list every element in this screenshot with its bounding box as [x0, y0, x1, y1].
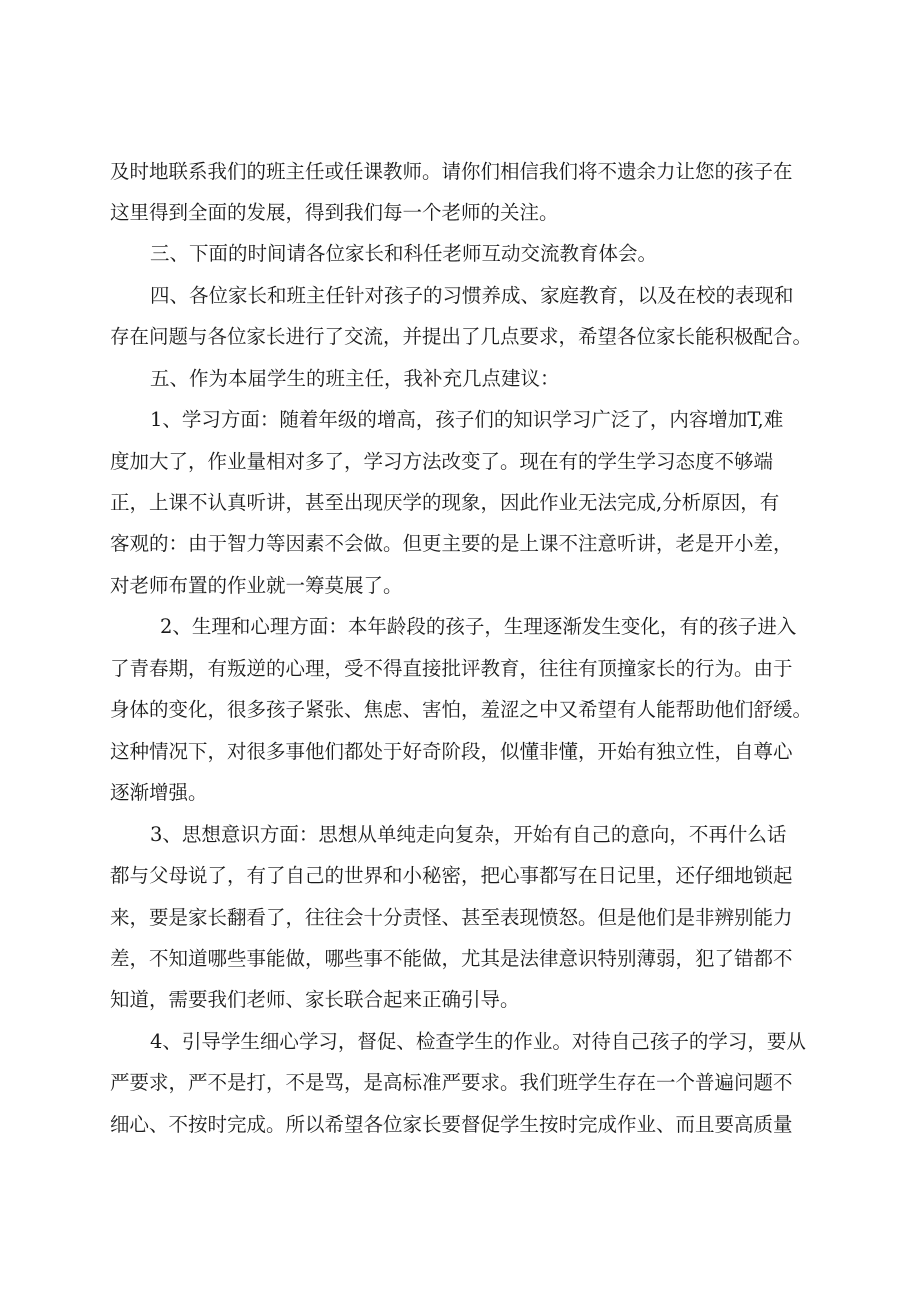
- text-line: 细心、不按时完成。所以希望各位家长要督促学生按时完成作业、而且要高质量: [110, 1113, 793, 1136]
- text-line: 正，上课不认真听讲，甚至出现厌学的现象，因此作业无法完成,分析原因，有: [110, 491, 780, 514]
- text-line: 知道，需要我们老师、家长联合起来正确引导。: [110, 988, 520, 1011]
- text-line: 逐渐增强。: [110, 781, 208, 804]
- text-line: 差，不知道哪些事能做，哪些事不能做，尤其是法律意识特别薄弱，犯了错都不: [110, 947, 793, 970]
- text-line: 严要求，严不是打，不是骂，是高标准严要求。我们班学生存在一个普遍问题不: [110, 1071, 793, 1094]
- text-line: 度加大了，作业量相对多了，学习方法改变了。现在有的学生学习态度不够端: [110, 450, 774, 473]
- text-line: 3、思想意识方面：思想从单纯走向复杂，开始有自己的意向，不再什么话: [150, 823, 787, 846]
- text-line: 三、下面的时间请各位家长和科任老师互动交流教育体会。: [150, 242, 658, 265]
- text-line: 2、生理和心理方面：本年龄段的孩子，生理逐渐发生变化，有的孩子进入: [160, 615, 797, 638]
- text-line: 存在问题与各位家长进行了交流，并提出了几点要求，希望各位家长能积极配合。: [110, 325, 813, 348]
- text-line: 四、各位家长和班主任针对孩子的习惯养成、家庭教育，以及在校的表现和: [150, 284, 794, 307]
- text-line: 五、作为本届学生的班主任，我补充几点建议：: [150, 367, 560, 390]
- text-line: 了青春期，有叛逆的心理，受不得直接批评教育，往往有顶撞家长的行为。由于: [110, 657, 793, 680]
- text-line: 都与父母说了，有了自己的世界和小秘密，把心事都写在日记里，还仔细地锁起: [110, 864, 793, 887]
- text-line: 来，要是家长翻看了，往往会十分责怪、甚至表现愤怒。但是他们是非辨别能力: [110, 906, 793, 929]
- text-line: 对老师布置的作业就一筹莫展了。: [110, 574, 403, 597]
- text-line: 及时地联系我们的班主任或任课教师。请你们相信我们将不遗余力让您的孩子在: [110, 160, 793, 183]
- text-line: 1、学习方面：随着年级的增高，孩子们的知识学习广泛了，内容增加T,难: [150, 408, 784, 431]
- text-line: 客观的：由于智力等因素不会做。但更主要的是上课不注意听讲，老是开小差，: [110, 532, 793, 555]
- text-line: 身体的变化，很多孩子紧张、焦虑、害怕，羞涩之中又希望有人能帮助他们舒缓。: [110, 698, 813, 721]
- text-line: 这种情况下，对很多事他们都处于好奇阶段，似懂非懂，开始有独立性，自尊心: [110, 740, 793, 763]
- text-line: 这里得到全面的发展，得到我们每一个老师的关注。: [110, 201, 559, 224]
- text-line: 4、引导学生细心学习，督促、检查学生的作业。对待自己孩子的学习，要从: [150, 1030, 806, 1053]
